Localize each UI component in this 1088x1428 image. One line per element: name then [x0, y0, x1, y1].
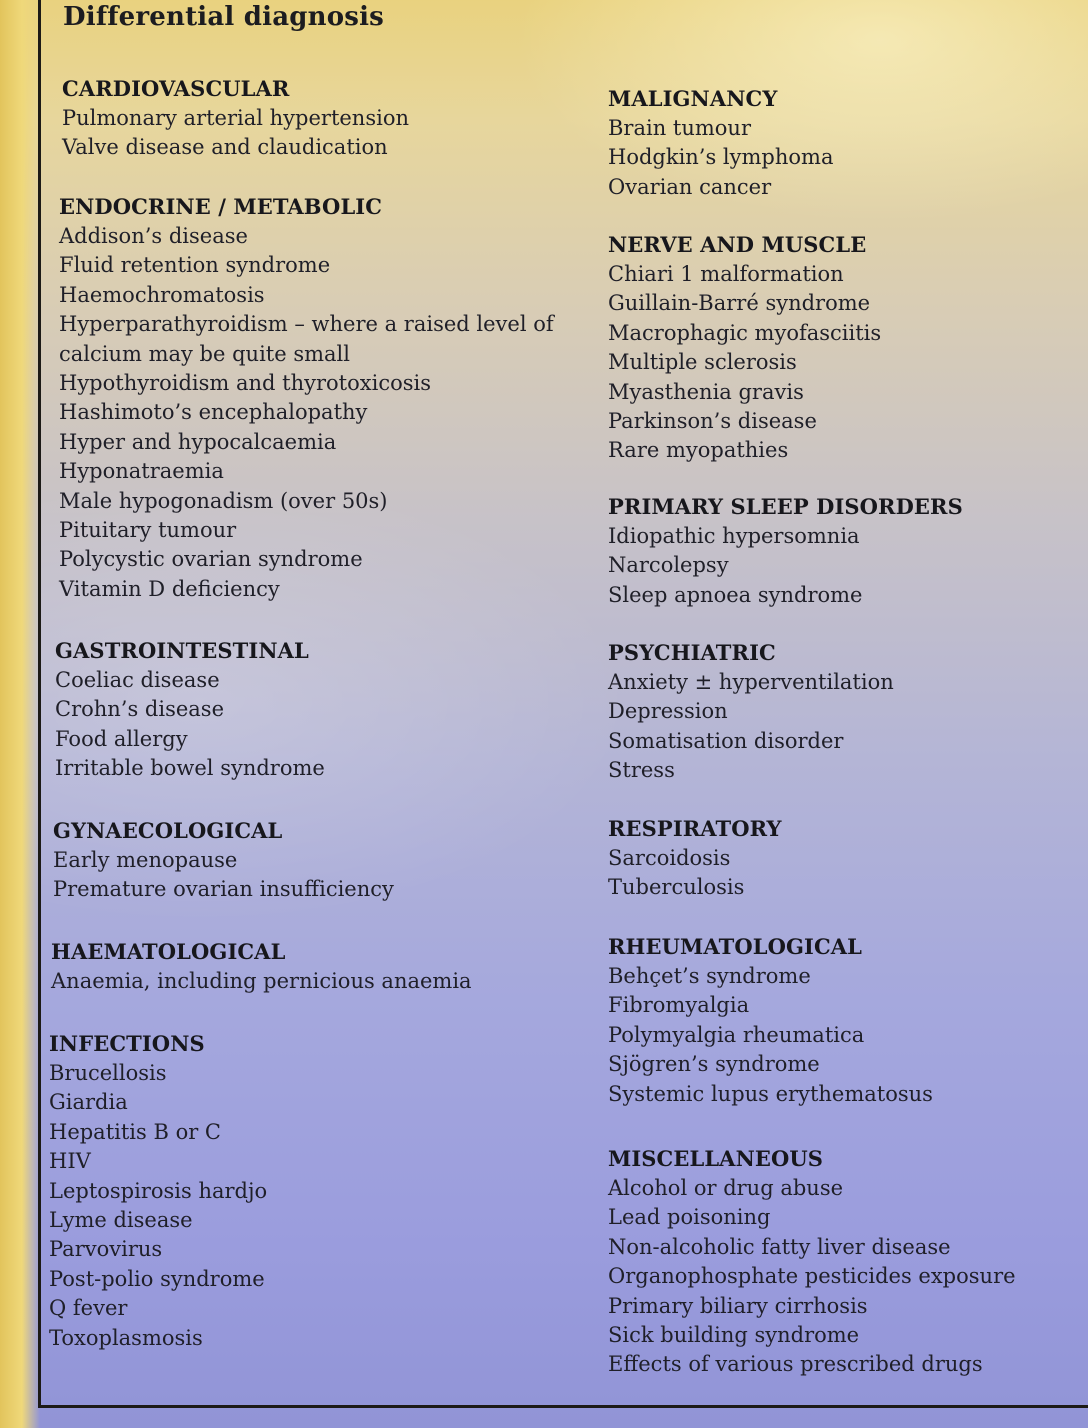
item-list	[608, 522, 963, 610]
item-list	[608, 962, 933, 1109]
list-item: Hyper and hypocalcaemia	[59, 429, 337, 454]
list-item: Macrophagic myofasciitis	[608, 320, 882, 345]
section-heading: ENDOCRINE / METABOLIC	[59, 194, 383, 219]
section-heading: PRIMARY SLEEP DISORDERS	[608, 494, 963, 519]
list-item: Somatisation disorder	[608, 728, 844, 753]
section-primary-sleep-disorders	[608, 492, 963, 610]
list-item: Toxoplasmosis	[49, 1325, 203, 1350]
item-list	[608, 260, 881, 466]
section-rheumatological	[608, 932, 933, 1109]
list-item: Hepatitis B or C	[49, 1119, 221, 1144]
section-heading: NERVE AND MUSCLE	[608, 232, 867, 257]
list-item: Lyme disease	[49, 1208, 193, 1233]
list-item: Addison’s disease	[59, 224, 248, 248]
list-item: Q fever	[49, 1296, 128, 1321]
list-item: Giardia	[49, 1090, 128, 1115]
list-item: Stress	[608, 758, 675, 783]
list-item: Food allergy	[55, 726, 188, 751]
list-item: Tuberculosis	[608, 875, 745, 900]
list-item: Sarcoidosis	[608, 846, 731, 870]
list-item: Myasthenia gravis	[608, 379, 804, 404]
section-heading: RHEUMATOLOGICAL	[608, 934, 863, 959]
list-item: Narcolepsy	[608, 553, 729, 578]
list-item: Male hypogonadism (over 50s)	[59, 488, 388, 513]
list-item: Polycystic ovarian syndrome	[59, 547, 363, 572]
section-heading: MALIGNANCY	[608, 86, 778, 111]
list-item: HIV	[49, 1149, 91, 1174]
section-haematological	[51, 937, 472, 996]
list-item: Parkinson’s disease	[608, 409, 817, 434]
item-list	[49, 1059, 267, 1353]
item-list	[59, 222, 564, 604]
list-item: Early menopause	[53, 848, 238, 872]
list-item: Ovarian cancer	[608, 174, 772, 199]
section-heading: GYNAECOLOGICAL	[53, 818, 283, 843]
item-list	[51, 967, 472, 996]
list-item: Hyperparathyroidism – where a raised level of calcium may be quite small	[59, 312, 554, 366]
section-heading: PSYCHIATRIC	[608, 640, 776, 665]
list-item: Anaemia, including pernicious anaemia	[51, 969, 472, 993]
list-item: Sjögren’s syndrome	[608, 1052, 820, 1077]
item-list	[608, 1174, 1016, 1380]
section-malignancy	[608, 84, 833, 202]
list-item: Guillain-Barré syndrome	[608, 291, 871, 316]
list-item: Idiopathic hypersomnia	[608, 524, 860, 548]
list-item: Polymyalgia rheumatica	[608, 1022, 865, 1047]
section-heading: INFECTIONS	[49, 1031, 205, 1056]
list-item: Premature ovarian insufficiency	[53, 877, 394, 902]
list-item: Anxiety ± hyperventilation	[608, 670, 894, 694]
list-item: Behçet’s syndrome	[608, 964, 811, 988]
list-item: Sleep apnoea syndrome	[608, 582, 863, 607]
list-item: Non-alcoholic fatty liver disease	[608, 1234, 951, 1259]
section-gynaecological	[53, 816, 394, 905]
list-item: Irritable bowel syndrome	[55, 756, 325, 781]
section-gastrointestinal	[55, 636, 325, 784]
list-item: Valve disease and claudication	[62, 135, 388, 160]
list-item: Fibromyalgia	[608, 993, 750, 1018]
list-item: Hypothyroidism and thyrotoxicosis	[59, 371, 432, 396]
list-item: Brain tumour	[608, 116, 751, 140]
list-item: Fluid retention syndrome	[59, 253, 331, 278]
section-heading: GASTROINTESTINAL	[55, 638, 309, 663]
section-heading: HAEMATOLOGICAL	[51, 939, 286, 964]
list-item: Hodgkin’s lymphoma	[608, 145, 834, 170]
section-endocrine-metabolic	[59, 192, 564, 604]
section-psychiatric	[608, 638, 894, 786]
section-heading: MISCELLANEOUS	[608, 1146, 824, 1171]
list-item: Rare myopathies	[608, 438, 789, 463]
list-item: Hyponatraemia	[59, 459, 224, 484]
page-edge	[0, 0, 40, 1428]
list-item: Systemic lupus erythematosus	[608, 1081, 933, 1106]
section-heading: CARDIOVASCULAR	[62, 76, 290, 101]
section-respiratory	[608, 814, 782, 903]
list-item: Pulmonary arterial hypertension	[62, 106, 409, 130]
item-list	[55, 666, 325, 784]
list-item: Organophosphate pesticides exposure	[608, 1264, 1016, 1289]
list-item: Vitamin D deficiency	[59, 576, 280, 601]
list-item: Hashimoto’s encephalopathy	[59, 400, 368, 425]
list-item: Parvovirus	[49, 1237, 163, 1262]
list-item: Multiple sclerosis	[608, 350, 797, 375]
list-item: Crohn’s disease	[55, 697, 225, 722]
list-item: Brucellosis	[49, 1061, 167, 1085]
section-nerve-and-muscle	[608, 230, 881, 466]
section-miscellaneous	[608, 1144, 1016, 1380]
section-infections	[49, 1029, 267, 1353]
item-list	[608, 114, 833, 202]
item-list	[62, 104, 409, 163]
left-border-rule	[38, 0, 41, 1408]
item-list	[53, 846, 394, 905]
list-item: Sick building syndrome	[608, 1323, 860, 1348]
list-item: Primary biliary cirrhosis	[608, 1293, 868, 1318]
list-item: Post-polio syndrome	[49, 1266, 265, 1291]
bottom-border-rule	[38, 1405, 1088, 1408]
list-item: Leptospirosis hardjo	[49, 1178, 268, 1203]
section-cardiovascular	[62, 74, 409, 163]
section-heading: RESPIRATORY	[608, 816, 782, 841]
list-item: Haemochromatosis	[59, 282, 265, 307]
list-item: Depression	[608, 699, 728, 724]
list-item: Alcohol or drug abuse	[608, 1176, 844, 1200]
list-item: Chiari 1 malformation	[608, 262, 844, 286]
page-title: Differential diagnosis	[63, 2, 385, 32]
list-item: Pituitary tumour	[59, 518, 237, 543]
list-item: Lead poisoning	[608, 1205, 771, 1230]
list-item: Coeliac disease	[55, 668, 220, 692]
item-list	[608, 844, 782, 903]
item-list	[608, 668, 894, 786]
list-item: Effects of various prescribed drugs	[608, 1352, 983, 1377]
